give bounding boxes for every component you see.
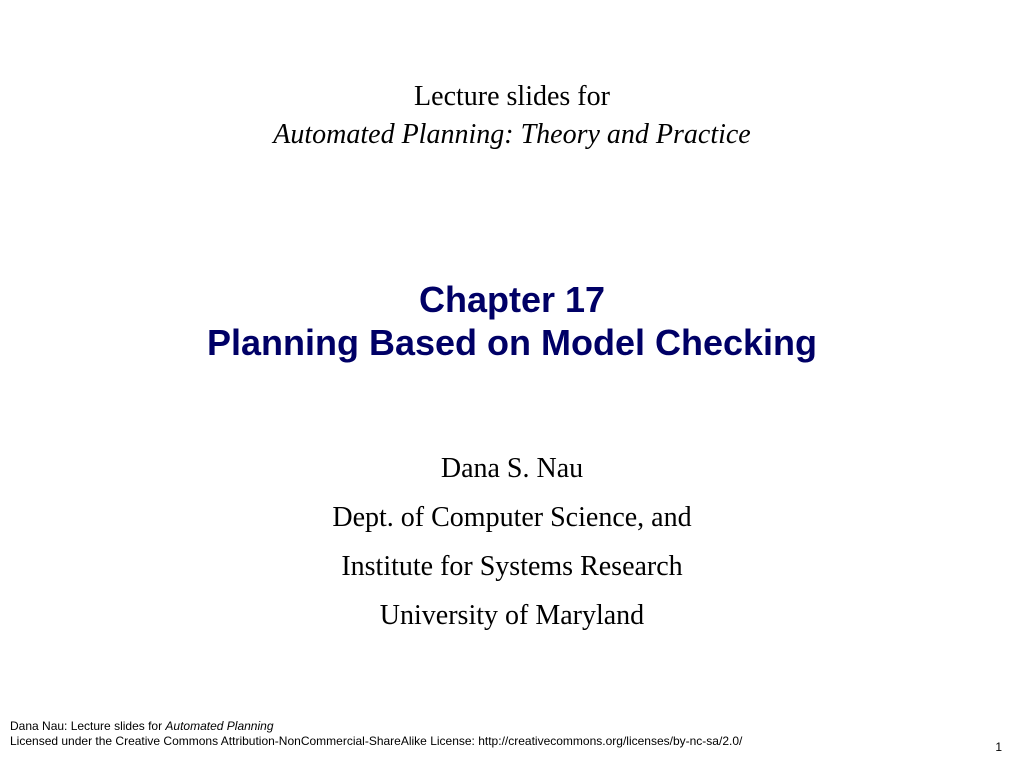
author-block (0, 444, 1024, 640)
author-university: University of Maryland (379, 600, 645, 631)
slide-header (0, 78, 1024, 154)
author-institute: Institute for Systems Research (341, 551, 683, 582)
chapter-title: Planning Based on Model Checking (206, 322, 818, 363)
page-number: 1 (995, 740, 1002, 754)
author-name: Dana S. Nau (440, 453, 584, 484)
slide-title (0, 278, 1024, 364)
author-department: Dept. of Computer Science, and (332, 502, 692, 533)
slide-footer (10, 719, 742, 749)
chapter-number: Chapter 17 (418, 279, 606, 320)
footer-book-title: Automated Planning (165, 719, 274, 733)
footer-credit (10, 719, 742, 734)
header-line: Lecture slides for (414, 81, 610, 112)
book-title: Automated Planning: Theory and Practice (273, 119, 751, 150)
footer-credit-prefix: Dana Nau: Lecture slides for (10, 719, 166, 733)
footer-license: Licensed under the Creative Commons Attribution-NonCommercial-ShareAlike License: http://creativecommons.org/licenses/by-nc-sa/2.0/ (10, 734, 743, 748)
